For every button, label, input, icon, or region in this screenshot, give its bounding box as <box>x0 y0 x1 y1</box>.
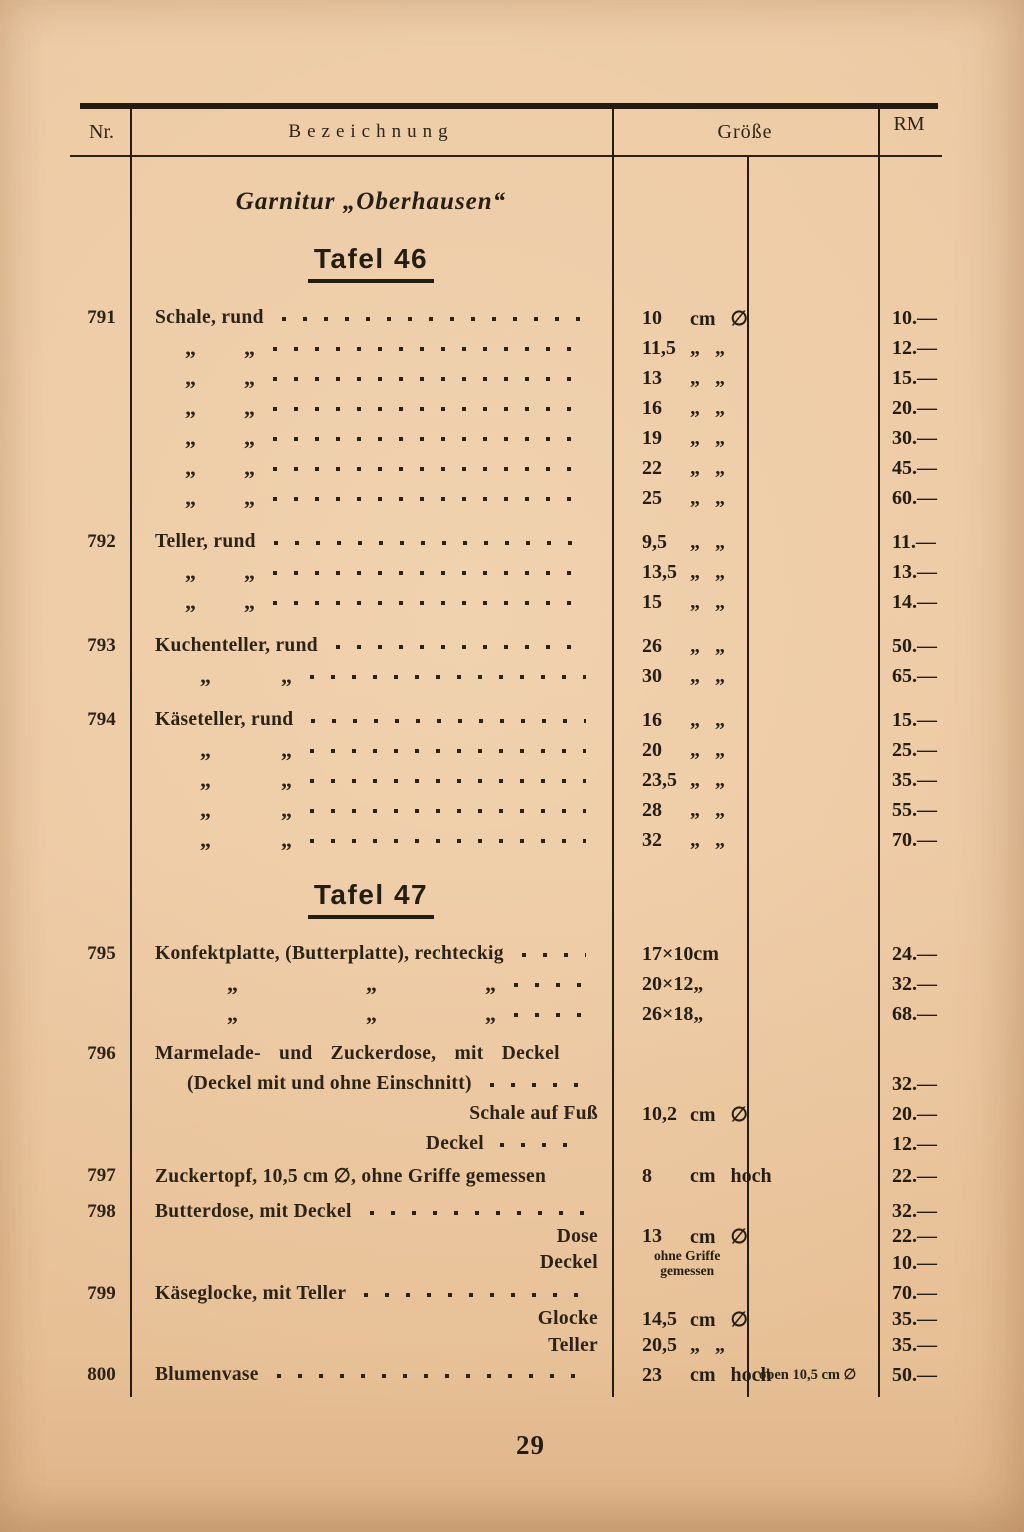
item-label: Schale, rund <box>155 307 264 328</box>
size-cell <box>612 427 747 450</box>
table-row <box>73 705 940 735</box>
item-label: Teller <box>548 1334 598 1356</box>
table-row <box>73 735 940 765</box>
size-cell <box>612 457 747 480</box>
ditto-mark: „ <box>281 767 292 792</box>
price: 35.— <box>892 768 937 791</box>
ditto-mark: „ <box>185 335 196 360</box>
size-unit: „ „ <box>690 828 725 851</box>
price: 22.— <box>892 1164 937 1187</box>
size-cell <box>612 1334 747 1357</box>
ditto-mark: „ <box>227 971 238 996</box>
ditto-mark: „ <box>244 589 255 614</box>
size-value: 16 <box>642 396 662 419</box>
item-description-cell <box>130 589 612 614</box>
table-row <box>73 1224 940 1249</box>
ditto-mark: „ <box>244 485 255 510</box>
ditto-mark: „ <box>185 365 196 390</box>
ditto-mark: „ <box>185 589 196 614</box>
table-row <box>73 423 940 453</box>
size-cell <box>612 367 747 390</box>
ditto-mark: „ <box>185 455 196 480</box>
table-row <box>73 631 940 661</box>
price: 22.— <box>892 1225 937 1247</box>
header-nr: Nr. <box>89 120 114 143</box>
size-unit: „ „ <box>690 530 725 553</box>
item-number: 797 <box>87 1165 116 1186</box>
size-value: 25 <box>642 486 662 509</box>
item-description-cell <box>130 1226 612 1248</box>
size-value: 23,5 <box>642 768 677 791</box>
size-value: 23 <box>642 1363 662 1386</box>
item-label: Deckel <box>539 1252 598 1273</box>
size-cell <box>612 487 747 510</box>
price: 25.— <box>892 738 937 761</box>
item-label: Schale auf Fuß <box>469 1103 598 1124</box>
size-note <box>642 1248 720 1278</box>
dot-leader <box>514 983 586 987</box>
size-value: 16 <box>642 708 662 731</box>
table-row <box>73 393 940 423</box>
size-unit: „ „ <box>690 560 725 583</box>
price: 14.— <box>892 590 937 613</box>
price: 13.— <box>892 560 937 583</box>
table-row <box>73 795 940 825</box>
size-value: 22 <box>642 456 662 479</box>
table-row <box>73 999 940 1029</box>
ditto-mark: „ <box>244 335 255 360</box>
price: 10.— <box>892 1251 937 1274</box>
item-description-cell <box>130 1308 612 1330</box>
price: 15.— <box>892 366 937 389</box>
table-row <box>73 303 940 333</box>
price: 70.— <box>892 1282 937 1304</box>
item-number: 798 <box>87 1200 116 1222</box>
price: 65.— <box>892 664 937 687</box>
ditto-mark: „ <box>227 1001 238 1026</box>
table-row <box>73 453 940 483</box>
price: 15.— <box>892 708 937 731</box>
tafel-heading-text: Tafel 47 <box>308 879 434 919</box>
size-cell <box>612 665 747 688</box>
size-unit: „ „ <box>690 486 725 509</box>
ditto-mark: „ <box>281 737 292 762</box>
dot-leader <box>514 1013 586 1017</box>
ditto-mark: „ <box>244 425 255 450</box>
size-value: 20 <box>642 738 662 761</box>
dot-leader <box>310 675 586 679</box>
item-label: Deckel <box>425 1133 484 1154</box>
size-note-line: gemessen <box>660 1263 715 1278</box>
size-value: 26 <box>642 634 662 657</box>
size-extra: oben 10,5 cm ∅ <box>759 1366 857 1383</box>
item-label: Butterdose, mit Deckel <box>155 1200 352 1222</box>
size-unit: „ „ <box>690 396 725 419</box>
item-description-cell <box>130 1364 612 1386</box>
item-description-cell <box>130 737 612 762</box>
dot-leader <box>273 601 586 605</box>
ditto-mark: „ <box>485 971 496 996</box>
size-unit: „ „ <box>690 738 725 761</box>
price: 35.— <box>892 1307 937 1330</box>
ditto-mark: „ <box>200 797 211 822</box>
item-label: Marmelade- und Zuckerdose, mit Deckel <box>155 1043 560 1064</box>
size-unit: „ <box>693 1002 704 1025</box>
size-unit: „ „ <box>690 456 725 479</box>
item-description-cell <box>130 709 612 731</box>
ditto-mark: „ <box>200 767 211 792</box>
table-row <box>73 363 940 393</box>
item-description-cell <box>130 1252 612 1274</box>
dot-leader <box>311 719 586 723</box>
item-number: 799 <box>87 1282 116 1304</box>
table-row <box>73 765 940 795</box>
dot-leader <box>282 317 586 321</box>
item-description-cell <box>130 971 612 996</box>
dot-leader <box>273 571 586 575</box>
item-label: Dose <box>556 1225 598 1247</box>
ditto-mark: „ <box>366 1001 377 1026</box>
size-cell <box>612 1363 772 1387</box>
size-value: 30 <box>642 664 662 687</box>
ditto-mark: „ <box>281 827 292 852</box>
item-description-cell <box>130 797 612 822</box>
header-rm: RM <box>893 112 925 135</box>
ditto-mark: „ <box>200 737 211 762</box>
ditto-mark: „ <box>281 797 292 822</box>
size-value: 8 <box>642 1164 652 1187</box>
dot-leader <box>310 749 586 753</box>
size-unit: „ „ <box>690 426 725 449</box>
header-bezeichnung: Bezeichnung <box>288 121 454 142</box>
size-unit: „ „ <box>690 1334 725 1356</box>
size-cell <box>612 829 747 852</box>
size-unit: cm ∅ <box>690 1308 748 1331</box>
dot-leader <box>490 1083 586 1087</box>
size-unit: „ „ <box>690 768 725 791</box>
size-cell <box>612 397 747 420</box>
item-description-cell <box>130 1043 612 1065</box>
size-unit: „ „ <box>690 366 725 389</box>
table-row <box>73 527 940 557</box>
ditto-mark: „ <box>244 395 255 420</box>
table-row <box>73 333 940 363</box>
item-description-cell <box>130 943 612 965</box>
item-number: 791 <box>87 307 116 328</box>
ditto-mark: „ <box>244 365 255 390</box>
size-unit: cm ∅ <box>690 1103 748 1126</box>
price: 70.— <box>892 828 937 851</box>
garnitur-title: Garnitur „Oberhausen“ <box>235 188 507 215</box>
table-row <box>73 1361 940 1389</box>
item-label: Konfektplatte, (Butterplatte), rechteckig <box>155 943 504 964</box>
price: 60.— <box>892 486 937 509</box>
table-row <box>73 483 940 513</box>
size-cell <box>612 306 747 331</box>
size-cell <box>612 337 747 360</box>
size-cell <box>612 943 747 966</box>
item-description-cell <box>130 663 612 688</box>
size-value: 13 <box>642 366 662 389</box>
size-cell <box>612 799 747 822</box>
ditto-mark: „ <box>185 485 196 510</box>
item-description-cell <box>130 455 612 480</box>
tafel-heading <box>130 879 612 923</box>
size-value: 10,2 <box>642 1102 677 1125</box>
size-value: 26×18 <box>642 1002 694 1025</box>
size-value: 10 <box>642 306 662 329</box>
item-description-cell <box>130 335 612 360</box>
header-groesse: Größe <box>717 120 773 143</box>
dot-leader <box>273 347 586 351</box>
table-row <box>73 969 940 999</box>
item-label: Kuchenteller, rund <box>155 635 318 656</box>
item-description-cell <box>130 307 612 329</box>
price: 68.— <box>892 1002 937 1025</box>
item-number: 796 <box>87 1043 116 1064</box>
item-description-cell <box>130 827 612 852</box>
table-row <box>73 587 940 617</box>
tafel-heading <box>130 243 612 287</box>
size-value: 19 <box>642 426 662 449</box>
item-description-cell <box>130 485 612 510</box>
size-cell <box>612 531 747 554</box>
table-row <box>73 1249 940 1277</box>
ditto-mark: „ <box>485 1001 496 1026</box>
size-value: 14,5 <box>642 1307 677 1330</box>
item-number: 795 <box>87 943 116 964</box>
size-unit: „ „ <box>690 798 725 821</box>
size-value: 11,5 <box>642 336 676 359</box>
ditto-mark: „ <box>281 663 292 688</box>
table-body <box>73 157 940 1389</box>
size-unit: „ „ <box>690 634 725 657</box>
item-label: Käseteller, rund <box>155 709 294 730</box>
dot-leader <box>310 809 586 813</box>
size-cell <box>612 1003 747 1026</box>
item-number: 800 <box>87 1364 116 1385</box>
size-unit: cm hoch <box>690 1363 772 1386</box>
item-label: (Deckel mit und ohne Einschnitt) <box>187 1073 472 1094</box>
item-number: 792 <box>87 531 116 552</box>
price: 20.— <box>892 1102 937 1125</box>
price: 35.— <box>892 1334 937 1356</box>
size-value: 9,5 <box>642 530 667 553</box>
size-unit: „ „ <box>690 590 725 613</box>
item-number: 793 <box>87 635 116 656</box>
item-description-cell <box>130 531 612 553</box>
size-value: 17×10 <box>642 942 694 965</box>
item-description-cell <box>130 767 612 792</box>
size-unit: „ „ <box>690 664 725 687</box>
dot-leader <box>273 467 586 471</box>
table-row <box>73 661 940 691</box>
size-value: 20,5 <box>642 1334 677 1356</box>
dot-leader <box>273 497 586 501</box>
size-unit: cm ∅ <box>690 307 748 330</box>
item-label: Teller, rund <box>155 531 256 552</box>
size-cell <box>612 973 747 996</box>
ditto-mark: „ <box>200 663 211 688</box>
price: 55.— <box>892 798 937 821</box>
item-label: Zuckertopf, 10,5 cm ∅, ohne Griffe gemessen <box>155 1166 547 1187</box>
page-number: 29 <box>516 1430 545 1460</box>
item-description-cell <box>130 1335 612 1357</box>
item-description-cell <box>130 559 612 584</box>
size-unit: „ <box>693 972 704 995</box>
table-row <box>73 1161 940 1191</box>
ditto-mark: „ <box>200 827 211 852</box>
size-cell <box>612 1224 747 1249</box>
dot-leader <box>273 437 586 441</box>
table-row <box>73 1306 940 1332</box>
table-row <box>73 825 940 855</box>
price: 12.— <box>892 1132 937 1155</box>
price: 45.— <box>892 456 937 479</box>
price: 50.— <box>892 634 937 657</box>
price: 11.— <box>892 530 936 553</box>
price: 50.— <box>892 1363 937 1386</box>
item-description-cell <box>130 1133 612 1155</box>
price: 20.— <box>892 396 937 419</box>
size-cell <box>612 635 747 658</box>
table-row <box>73 1099 940 1129</box>
table-rule-top <box>80 103 938 109</box>
price: 32.— <box>892 972 937 995</box>
size-unit: cm hoch <box>690 1164 772 1187</box>
item-label: Käseglocke, mit Teller <box>155 1282 347 1304</box>
size-unit: cm <box>693 942 719 965</box>
dot-leader <box>370 1211 586 1215</box>
size-value: 20×12 <box>642 972 694 995</box>
size-cell <box>612 769 747 792</box>
table-row <box>73 1129 940 1159</box>
size-value: 13,5 <box>642 560 677 583</box>
table-row <box>73 557 940 587</box>
size-extra-cell <box>747 1367 878 1384</box>
item-description-cell <box>130 1201 612 1223</box>
size-cell <box>612 739 747 762</box>
price: 32.— <box>892 1072 937 1095</box>
price: 12.— <box>892 336 937 359</box>
size-cell <box>612 1102 747 1127</box>
price: 32.— <box>892 1200 937 1222</box>
table-row <box>73 939 940 969</box>
size-cell <box>612 1307 747 1332</box>
size-unit: cm ∅ <box>690 1226 748 1248</box>
item-number: 794 <box>87 709 116 730</box>
item-description-cell <box>130 1164 612 1188</box>
size-cell <box>612 709 747 732</box>
ditto-mark: „ <box>244 455 255 480</box>
table-row <box>73 1281 940 1306</box>
dot-leader <box>310 839 586 843</box>
item-label: Blumenvase <box>155 1364 259 1385</box>
item-description-cell <box>130 1001 612 1026</box>
ditto-mark: „ <box>366 971 377 996</box>
item-description-cell <box>130 395 612 420</box>
price: 10.— <box>892 306 937 329</box>
ditto-mark: „ <box>185 425 196 450</box>
size-unit: „ „ <box>690 336 725 359</box>
size-unit: „ „ <box>690 708 725 731</box>
item-description-cell <box>130 425 612 450</box>
dot-leader <box>273 407 586 411</box>
table-row <box>73 1039 940 1069</box>
size-value: 13 <box>642 1225 662 1247</box>
price: 30.— <box>892 426 937 449</box>
size-value: 32 <box>642 828 662 851</box>
size-value: 28 <box>642 798 662 821</box>
table-row <box>73 1069 940 1099</box>
ditto-mark: „ <box>185 559 196 584</box>
dot-leader <box>364 1293 586 1297</box>
size-note-line: ohne Griffe <box>654 1248 721 1263</box>
dot-leader <box>274 541 586 545</box>
dot-leader <box>310 779 586 783</box>
table-row <box>73 1199 940 1224</box>
item-description-cell <box>130 1103 612 1125</box>
item-description-cell <box>130 1283 612 1305</box>
ditto-mark: „ <box>244 559 255 584</box>
item-description-cell <box>130 635 612 657</box>
size-cell <box>612 1248 747 1278</box>
item-description-cell <box>130 1073 612 1095</box>
dot-leader <box>277 1374 586 1378</box>
size-value: 15 <box>642 590 662 613</box>
size-cell <box>612 561 747 584</box>
table-row <box>73 1332 940 1359</box>
ditto-mark: „ <box>185 395 196 420</box>
price: 24.— <box>892 942 937 965</box>
item-label: Glocke <box>537 1308 598 1329</box>
dot-leader <box>522 953 586 957</box>
size-cell <box>612 1164 772 1188</box>
size-cell <box>612 591 747 614</box>
dot-leader <box>336 645 586 649</box>
item-description-cell <box>130 365 612 390</box>
dot-leader <box>273 377 586 381</box>
tafel-heading-text: Tafel 46 <box>308 243 434 283</box>
dot-leader <box>500 1143 584 1147</box>
